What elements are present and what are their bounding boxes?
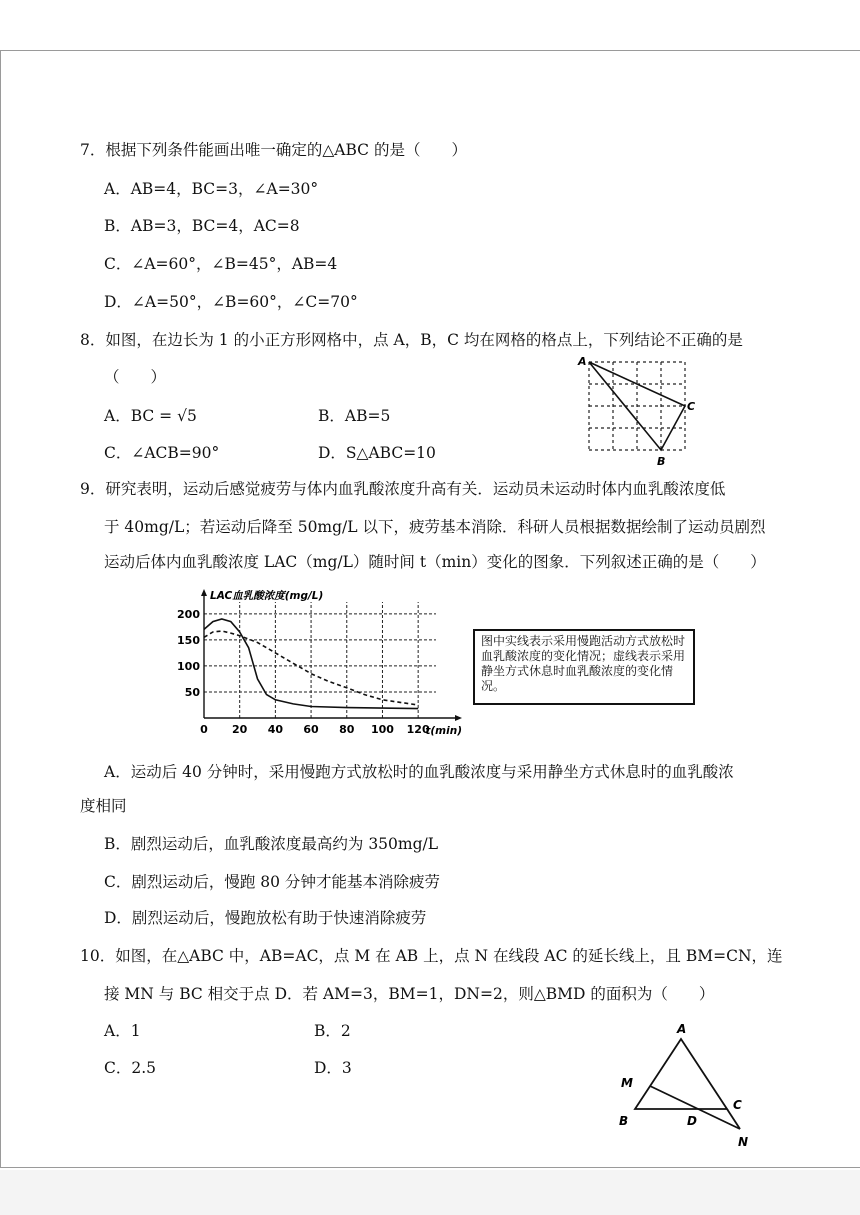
q9-line2: 于 40mg/L；若运动后降至 50mg/L 以下，疲劳基本消除．科研人员根据数据绘制了运动员剧烈 <box>104 518 766 536</box>
page-bottom-strip <box>0 1170 860 1215</box>
q7-stem: 7．根据下列条件能画出唯一确定的△ABC 的是（ ） <box>80 141 467 159</box>
x-tick-label: 40 <box>267 723 284 736</box>
q7-option-b: B．AB=3，BC=4，AC=8 <box>104 217 300 235</box>
y-axis-arrow <box>201 589 207 596</box>
x-tick-label: 120 <box>406 723 430 736</box>
q10-label-m: M <box>621 1076 633 1090</box>
q10-option-c: C．2.5 <box>104 1059 157 1077</box>
q10-label-d: D <box>687 1114 697 1128</box>
x-axis-arrow <box>455 715 462 721</box>
q9-option-a-line2: 度相同 <box>80 797 127 815</box>
x-tick-label: 60 <box>303 723 319 736</box>
q10-triangle-abc <box>635 1039 727 1109</box>
q8-option-d: D．S△ABC=10 <box>318 444 436 462</box>
q9-option-b: B．剧烈运动后，血乳酸浓度最高约为 350mg/L <box>104 835 439 853</box>
q8-grid-lines <box>589 362 685 450</box>
x-tick-label: 0 <box>200 723 208 736</box>
q10-option-b: B．2 <box>314 1022 351 1040</box>
q8-label-a: A <box>578 355 587 368</box>
q9-line1: 9．研究表明，运动后感觉疲劳与体内血乳酸浓度升高有关．运动员未运动时体内血乳酸浓度低 <box>80 480 726 498</box>
chart-note-box: 图中实线表示采用慢跑活动方式放松时血乳酸浓度的变化情况；虚线表示采用静坐方式休息时血乳酸浓度的变化情况。 <box>473 629 695 705</box>
q10-line1: 10．如图，在△ABC 中，AB=AC，点 M 在 AB 上，点 N 在线段 AC 的延长线上，且 BM=CN，连 <box>80 947 783 965</box>
q9-option-a-line1: A．运动后 40 分钟时，采用慢跑方式放松时的血乳酸浓度与采用静坐方式休息时的血乳酸浓 <box>104 763 734 781</box>
x-tick-label: 100 <box>370 723 394 736</box>
q8-grid-figure <box>575 352 695 470</box>
q8-paren: （ ） <box>104 368 167 386</box>
q10-label-n: N <box>738 1135 749 1149</box>
q8-label-b: B <box>657 455 666 468</box>
q10-triangle-figure <box>612 1018 757 1153</box>
q10-option-a: A．1 <box>104 1022 141 1040</box>
q9-line3: 运动后体内血乳酸浓度 LAC（mg/L）随时间 t（min）变化的图象．下列叙述正确的是（ ） <box>104 553 766 571</box>
x-axis-label: t(min) <box>425 725 462 737</box>
q8-label-c: C <box>687 400 695 413</box>
q10-label-b: B <box>619 1114 629 1128</box>
x-tick-label: 80 <box>339 723 355 736</box>
q10-line2: 接 MN 与 BC 相交于点 D．若 AM=3，BM=1，DN=2，则△BMD 的面积为（ ） <box>104 985 715 1003</box>
q8-option-a: A．BC = √5 <box>104 407 197 425</box>
q7-option-d: D．∠A=50°，∠B=60°，∠C=70° <box>104 293 358 311</box>
x-tick-label: 20 <box>232 723 248 736</box>
y-tick-label: 50 <box>184 685 200 699</box>
y-tick-label: 150 <box>177 633 200 647</box>
y-tick-label: 200 <box>177 607 200 621</box>
y-tick-label: 100 <box>177 659 200 673</box>
y-axis-label: LAC血乳酸浓度(mg/L) <box>210 590 324 602</box>
q10-label-a: A <box>677 1022 687 1036</box>
q8-option-c: C．∠ACB=90° <box>104 444 220 462</box>
q8-stem: 8．如图，在边长为 1 的小正方形网格中，点 A，B，C 均在网格的格点上，下列结论不正确的是 <box>80 331 743 349</box>
lac-chart <box>170 585 465 745</box>
q7-option-a: A．AB=4，BC=3，∠A=30° <box>104 180 319 198</box>
q7-option-c: C．∠A=60°，∠B=45°，AB=4 <box>104 255 338 273</box>
q9-option-c: C．剧烈运动后，慢跑 80 分钟才能基本消除疲劳 <box>104 873 440 891</box>
q8-option-b: B．AB=5 <box>318 407 391 425</box>
q9-option-d: D．剧烈运动后，慢跑放松有助于快速消除疲劳 <box>104 909 427 927</box>
q10-label-c: C <box>733 1098 742 1112</box>
q10-option-d: D．3 <box>314 1059 352 1077</box>
